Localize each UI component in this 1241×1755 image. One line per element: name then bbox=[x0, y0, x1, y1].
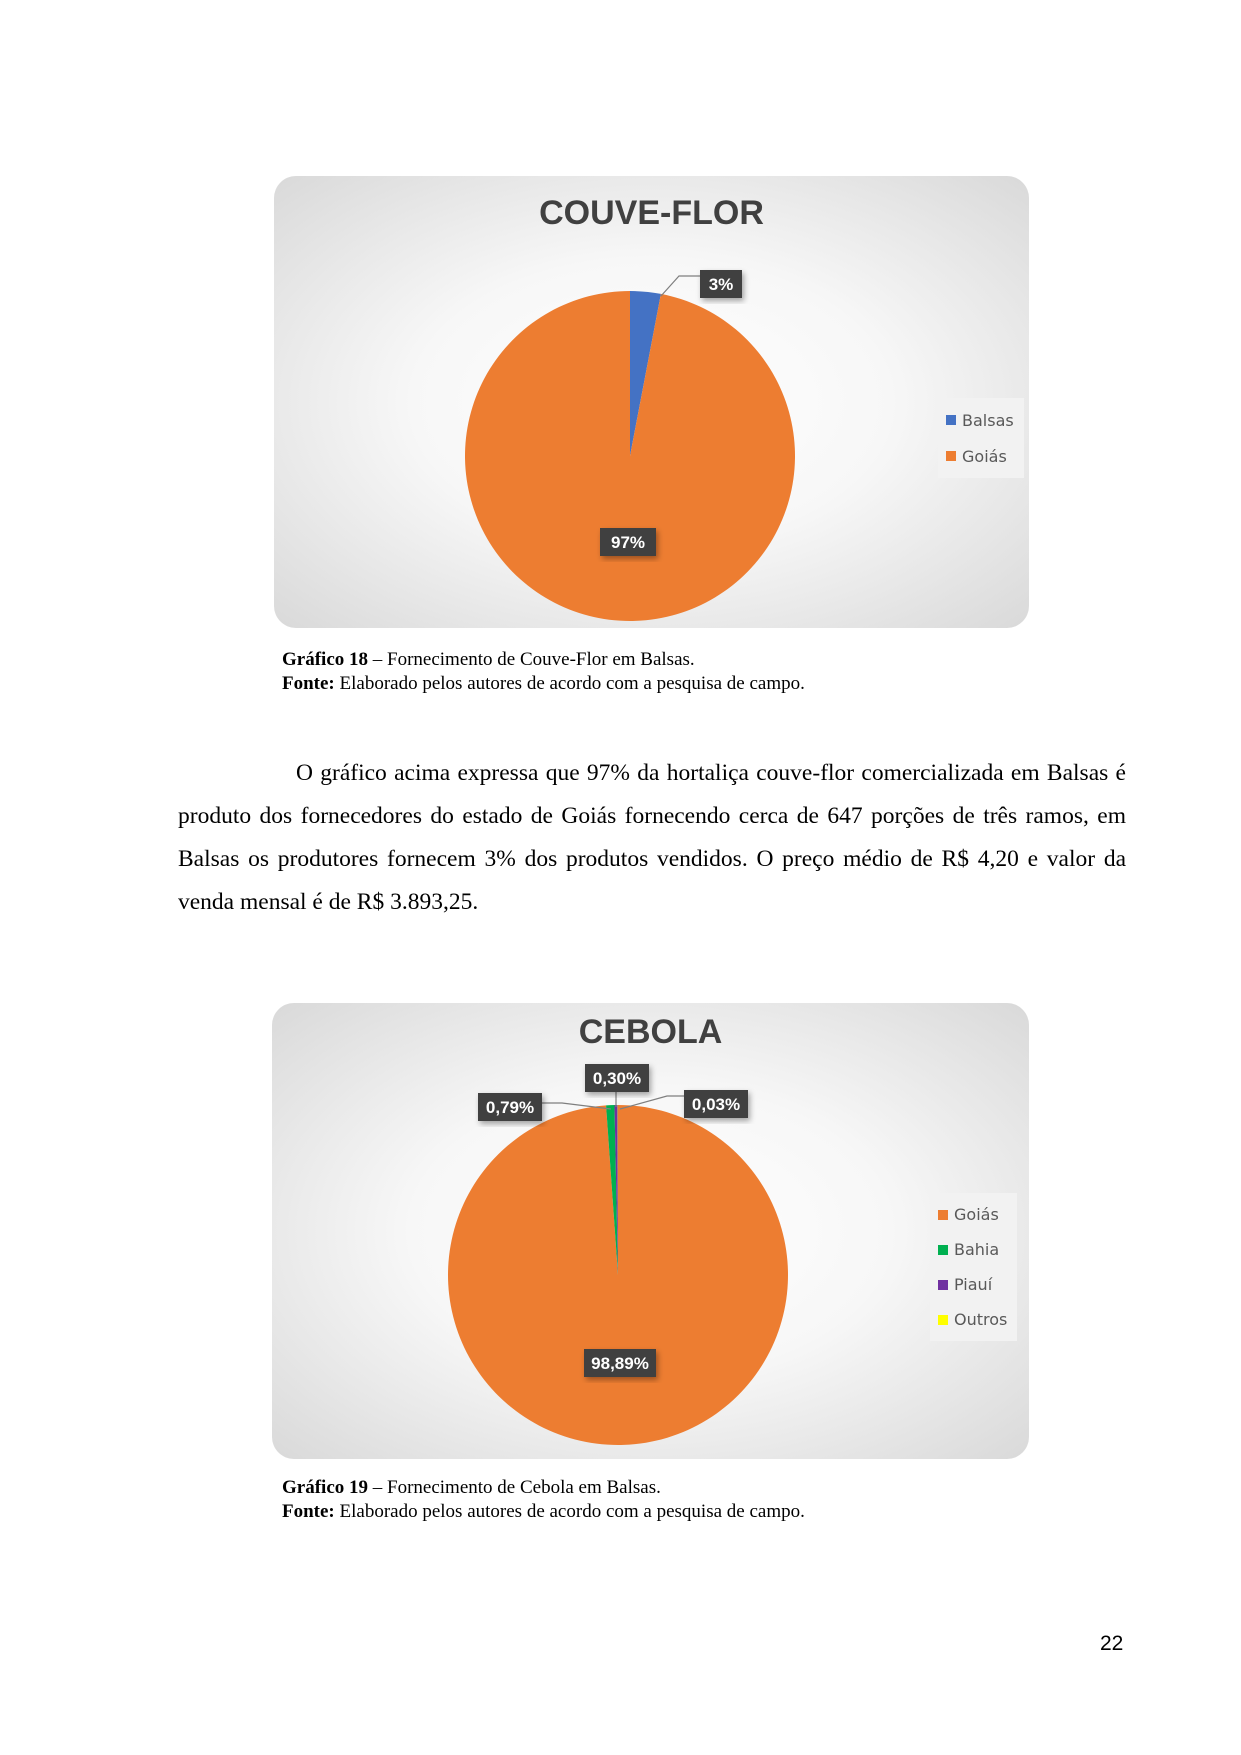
legend-swatch bbox=[946, 451, 956, 461]
data-label-text: 98,89% bbox=[591, 1354, 649, 1373]
couve-flor-chart bbox=[274, 176, 1029, 628]
data-label-text: 0,79% bbox=[485, 1098, 535, 1117]
caption-line bbox=[282, 1476, 805, 1500]
source-label: Fonte: bbox=[282, 673, 335, 694]
source-line bbox=[282, 1500, 805, 1524]
cebola-pie bbox=[272, 1003, 1029, 1459]
chart-title: CEBOLA bbox=[578, 1013, 723, 1051]
caption-text: – Fornecimento de Couve-Flor em Balsas. bbox=[368, 649, 695, 670]
legend-label: Bahia bbox=[954, 1240, 1000, 1259]
caption-line bbox=[282, 648, 805, 672]
chart-legend bbox=[930, 1193, 1017, 1341]
chart-title: COUVE-FLOR bbox=[539, 194, 764, 232]
legend-label: Balsas bbox=[962, 410, 1014, 430]
legend-swatch bbox=[938, 1245, 948, 1255]
caption-text: – Fornecimento de Cebola em Balsas. bbox=[368, 1477, 661, 1498]
chart-legend bbox=[938, 398, 1024, 478]
legend-item-outros bbox=[938, 1302, 1007, 1337]
legend-item-balsas bbox=[946, 402, 1014, 438]
legend-label: Piauí bbox=[954, 1275, 993, 1294]
cebola-chart bbox=[272, 1003, 1029, 1459]
legend-swatch bbox=[946, 415, 956, 425]
data-label-text: 97% bbox=[610, 533, 646, 552]
source-label: Fonte: bbox=[282, 1501, 335, 1522]
couve-flor-pie bbox=[274, 176, 1029, 628]
data-label-text: 0,30% bbox=[592, 1069, 642, 1088]
caption-label: Gráfico 18 bbox=[282, 649, 369, 670]
legend-label: Goiás bbox=[962, 446, 1007, 466]
caption-label: Gráfico 19 bbox=[282, 1477, 369, 1498]
legend-item-bahia bbox=[938, 1232, 1007, 1267]
pie-slice-goiás bbox=[465, 291, 795, 621]
source-text: Elaborado pelos autores de acordo com a pesquisa de campo. bbox=[334, 1501, 805, 1522]
legend-label: Outros bbox=[954, 1310, 1008, 1329]
data-label-text: 3% bbox=[708, 275, 734, 294]
leader-line bbox=[661, 276, 700, 296]
data-label-text: 0,03% bbox=[691, 1095, 741, 1114]
source-text: Elaborado pelos autores de acordo com a pesquisa de campo. bbox=[334, 673, 805, 694]
source-line bbox=[282, 672, 805, 696]
figure-caption-19 bbox=[282, 1476, 805, 1524]
legend-item-goias bbox=[938, 1197, 1007, 1232]
legend-label: Goiás bbox=[954, 1205, 999, 1224]
legend-swatch bbox=[938, 1210, 948, 1220]
legend-swatch bbox=[938, 1315, 948, 1325]
legend-swatch bbox=[938, 1280, 948, 1290]
figure-caption-18 bbox=[282, 648, 805, 696]
legend-item-goias bbox=[946, 438, 1014, 474]
body-paragraph: O gráfico acima expressa que 97% da hortaliça couve-flor comercializada em Balsas é produto dos fornecedores do estado de Goiás fornecendo cerca de 647 porções de três ramos, em Balsas os produtores fornecem 3% dos produtos vendidos. O preço médio de R$ 4,20 e valor da venda mensal é de R$ 3.893,25. bbox=[178, 760, 1126, 915]
legend-item-piaui bbox=[938, 1267, 1007, 1302]
page-number: 22 bbox=[1100, 1632, 1124, 1655]
